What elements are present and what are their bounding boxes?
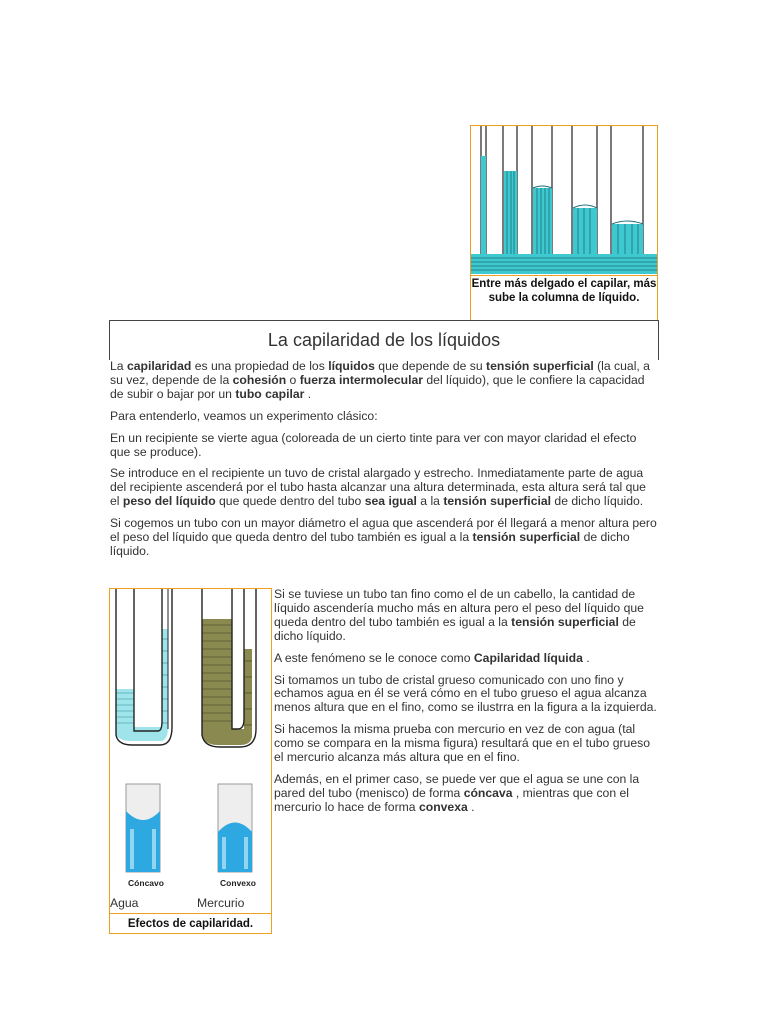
text: A este fenómeno se le conoce como [274, 650, 474, 665]
capillary-tubes-illustration [471, 126, 657, 274]
bold-term: capilaridad [126, 359, 192, 373]
bold-term: cohesión [232, 372, 287, 387]
bold-term: tensión superficial [443, 494, 552, 509]
capillarity-effects-illustration [110, 589, 271, 894]
bold-term: sea igual [364, 494, 417, 509]
paragraph-mercury-test: Si hacemos la misma prueba con mercurio en vez de con agua (tal como se compara en la misma figura) resultará que en el tubo grueso el mercurio alcanza más altura que en el fino. [274, 722, 650, 765]
bold-term: tensión superficial [511, 614, 619, 629]
paragraph-water-test: Si tomamos un tubo de cristal grueso comunicado con uno fino y echamos agua en él se verá cómo en el tubo grueso el agua alcanza menos altura que en el fino, como se ilustrra en la figura a la izquierda. [274, 672, 657, 715]
liquid-labels [110, 896, 271, 912]
text: de dicho líquido. [274, 614, 636, 643]
bold-term: tubo capilar [235, 386, 305, 401]
page-title: La capilaridad de los líquidos [109, 320, 659, 360]
side-column-text [274, 588, 658, 823]
text: de dicho líquido. [551, 494, 644, 509]
bold-term: convexa [418, 799, 468, 814]
text: o [286, 372, 300, 387]
capillarity-effects-figure [109, 588, 272, 934]
text: Se introduce en el recipiente un tuvo de cristal alargado y estrecho. Inmediatamente parte de agua del recipiente ascenderá por el tubo hasta alcanzar una altura determinada, esta altura será tal que el [110, 466, 646, 509]
text: . [467, 799, 475, 814]
paragraph-thin-tube [274, 588, 658, 644]
bold-term: peso del líquido [122, 494, 216, 509]
text: Si cogemos un tubo con un mayor diámetro el agua que ascenderá por él llegará a menor altura pero el peso del líquido que queda dentro del tubo también es igual a la [110, 516, 657, 545]
text: de dicho líquido. [110, 530, 630, 558]
figure-caption: Entre más delgado el capilar, más sube la columna de líquido. [471, 278, 657, 304]
text: es una propiedad de los [191, 359, 329, 373]
figure-caption: Efectos de capilaridad. [127, 918, 254, 930]
article-body [110, 360, 658, 567]
bold-term: tensión superficial [486, 359, 594, 373]
text: Además, en el primer caso, se puede ver que el agua se une con la pared del tubo (menisco) de forma [274, 771, 640, 800]
paragraph-step-3 [110, 517, 658, 559]
paragraph-definition [110, 360, 658, 402]
text: que quede dentro del tubo [215, 494, 365, 509]
text: Si se tuviese un tubo tan fino como el de un cabello, la cantidad de líquido ascendería mucho más en altura pero el peso del líquido que queda dentro del tubo también es igual a la [274, 587, 644, 629]
bold-term: líquidos [328, 359, 375, 373]
paragraph-step-2 [110, 467, 658, 509]
bold-term: tensión superficial [472, 530, 581, 545]
convex-label: Convexo [220, 878, 256, 888]
paragraph-intro: Para entenderlo, veamos un experimento clásico: [110, 408, 378, 423]
text: . [582, 650, 590, 665]
bold-term: cóncava [463, 785, 513, 800]
text: del líquido), que le confiere la capacidad de subir o bajar por un [110, 372, 645, 401]
water-label: Agua [110, 896, 139, 910]
mercury-label: Mercurio [197, 896, 245, 910]
paragraph-step-1: En un recipiente se vierte agua (coloreada de un cierto tinte para ver con mayor claridad el efecto que se produce). [110, 430, 637, 459]
concave-label: Cóncavo [128, 878, 164, 888]
capillary-tubes-figure [470, 125, 658, 321]
paragraph-phenomenon-name [274, 652, 658, 666]
text: , mientras que con el mercurio lo hace de forma [274, 785, 629, 814]
bold-term: fuerza intermolecular [299, 372, 423, 387]
text: a la [416, 494, 444, 509]
caption-divider [110, 913, 271, 914]
text: (la cual, a su vez, depende de la [110, 359, 650, 387]
paragraph-meniscus [274, 773, 658, 815]
caption-divider [471, 275, 657, 276]
text: . [304, 386, 312, 401]
text: que depende de su [374, 359, 487, 373]
bold-term: Capilaridad líquida [473, 650, 583, 665]
text: La [110, 359, 127, 373]
